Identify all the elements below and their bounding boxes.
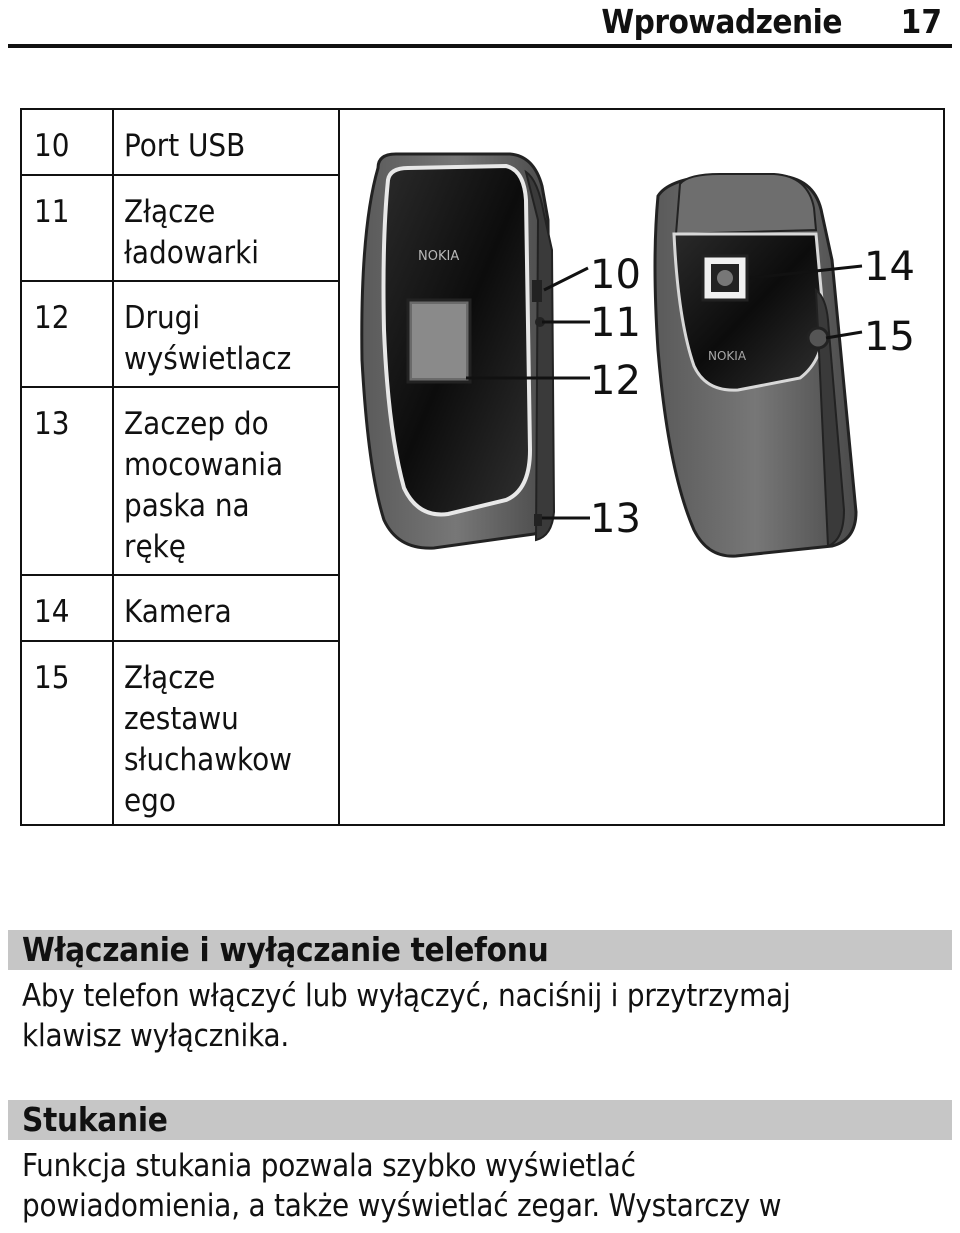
phone-back — [655, 174, 856, 556]
section-heading-power: Włączanie i wyłączanie telefonu — [22, 930, 549, 969]
part-number: 11 — [34, 194, 70, 230]
part-label: Zaczep do mocowania paska na rękę — [124, 406, 284, 565]
section-heading-bar — [8, 930, 952, 970]
section-heading-tapping: Stukanie — [22, 1100, 168, 1139]
section-heading-bar — [8, 1100, 952, 1140]
body-line: powiadomienia, a także wyświetlać zegar. Wystarczy w — [22, 1188, 782, 1224]
table-row — [22, 282, 338, 388]
part-label: Port USB — [124, 128, 246, 164]
section-body-tapping — [22, 1146, 940, 1226]
part-number: 12 — [34, 300, 70, 336]
body-line: klawisz wyłącznika. — [22, 1018, 290, 1054]
part-number: 14 — [34, 594, 70, 630]
part-label: Złącze ładowarki — [124, 194, 260, 271]
table-row — [22, 576, 338, 642]
table-row — [22, 642, 338, 826]
part-label: Drugi wyświetlacz — [124, 300, 292, 377]
brand-logo-front: NOKIA — [418, 249, 460, 264]
callout-12: 12 — [590, 358, 641, 404]
part-label: Złącze zestawu słuchawkow ego — [124, 660, 292, 819]
callout-10: 10 — [590, 252, 641, 298]
section-body-power — [22, 976, 940, 1056]
callout-15: 15 — [864, 314, 915, 360]
part-number: 15 — [34, 660, 70, 696]
part-number: 13 — [34, 406, 70, 442]
table-row — [22, 388, 338, 576]
phone-illustration — [338, 110, 942, 822]
part-label: Kamera — [124, 594, 232, 630]
table-row — [22, 110, 338, 176]
chapter-title: Wprowadzenie — [601, 2, 842, 41]
page-number: 17 — [900, 2, 942, 41]
brand-logo-back: NOKIA — [708, 349, 747, 363]
table-row — [22, 176, 338, 282]
part-number: 10 — [34, 128, 70, 164]
page-header — [8, 0, 952, 48]
callout-14: 14 — [864, 244, 915, 290]
callout-11: 11 — [590, 300, 641, 346]
body-line: Aby telefon włączyć lub wyłączyć, naciśnij i przytrzymaj — [22, 978, 791, 1014]
body-line: Funkcja stukania pozwala szybko wyświetlać — [22, 1148, 636, 1184]
callout-13: 13 — [590, 496, 641, 542]
phone-front — [362, 154, 554, 548]
